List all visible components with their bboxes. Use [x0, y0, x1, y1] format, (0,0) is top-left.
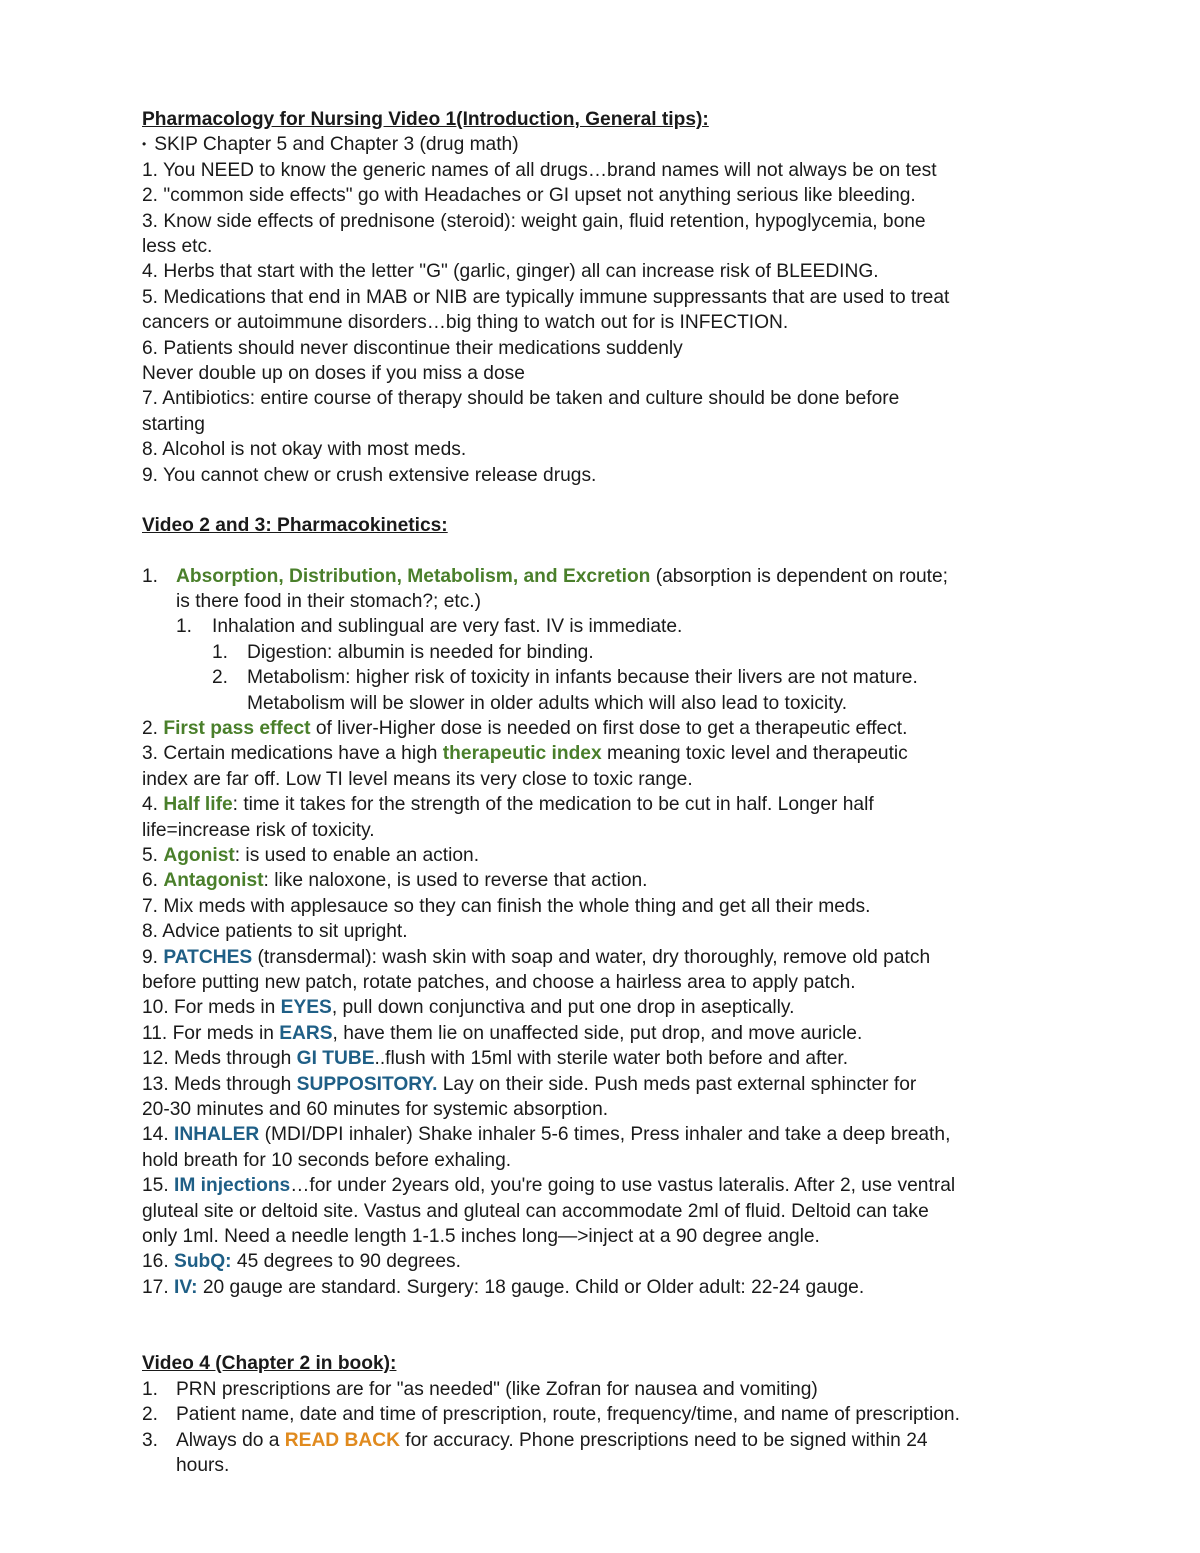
tip-5-cont: cancers or autoimmune disorders…big thing to watch out for is INFECTION. — [142, 312, 789, 334]
tip-2: 2. "common side effects" go with Headaches or GI upset not anything serious like bleeding. — [142, 185, 916, 207]
term-patches: PATCHES — [163, 946, 253, 968]
document-page — [142, 107, 1062, 1478]
tip-6: 6. Patients should never discontinue their medications suddenly — [142, 337, 683, 359]
list-item-metabolism-cont: Metabolism will be slower in older adults which will also lead to toxicity. — [247, 692, 848, 714]
kinetics-5: 5. Agonist: is used to enable an action. — [142, 844, 480, 866]
list-item-prn: 1. PRN prescriptions are for "as needed" (like Zofran for nausea and vomiting) — [142, 1378, 818, 1400]
kinetics-14-cont: hold breath for 10 seconds before exhaling. — [142, 1149, 512, 1171]
tip-3: 3. Know side effects of prednisone (steroid): weight gain, fluid retention, hypoglycemia, bone — [142, 210, 926, 232]
section-heading-video1: Pharmacology for Nursing Video 1(Introduction, General tips): — [142, 109, 709, 130]
term-iv: IV: — [174, 1276, 198, 1298]
kinetics-8: 8. Advice patients to sit upright. — [142, 921, 408, 943]
kinetics-3-cont: index are far off. Low TI level means its very close to toxic range. — [142, 768, 693, 790]
kinetics-4: 4. Half life: time it takes for the strength of the medication to be cut in half. Longer half — [142, 794, 874, 816]
kinetics-12: 12. Meds through GI TUBE..flush with 15ml with sterile water both before and after. — [142, 1048, 849, 1070]
kinetics-16: 16. SubQ: 45 degrees to 90 degrees. — [142, 1251, 461, 1273]
kinetics-13: 13. Meds through SUPPOSITORY. Lay on their side. Push meds past external sphincter for — [142, 1073, 917, 1095]
kinetics-13-cont: 20-30 minutes and 60 minutes for systemic absorption. — [142, 1099, 609, 1121]
kinetics-15: 15. IM injections…for under 2years old, you're going to use vastus lateralis. After 2, use ventral — [142, 1175, 956, 1197]
kinetics-17: 17. IV: 20 gauge are standard. Surgery: 18 gauge. Child or Older adult: 22-24 gauge. — [142, 1276, 865, 1298]
list-item-adme: 1. Absorption, Distribution, Metabolism, and Excretion (absorption is dependent on route; — [142, 565, 949, 587]
tip-9: 9. You cannot chew or crush extensive release drugs. — [142, 464, 597, 486]
kinetics-11: 11. For meds in EARS, have them lie on unaffected side, put drop, and move auricle. — [142, 1022, 863, 1044]
kinetics-9-cont: before putting new patch, rotate patches, and choose a hairless area to apply patch. — [142, 972, 856, 993]
term-read-back: READ BACK — [284, 1429, 400, 1451]
tip-3-cont: less etc. — [142, 236, 213, 258]
kinetics-6: 6. Antagonist: like naloxone, is used to reverse that action. — [142, 870, 648, 892]
term-ears: EARS — [279, 1022, 333, 1044]
tip-5: 5. Medications that end in MAB or NIB are typically immune suppressants that are used to treat — [142, 286, 950, 308]
kinetics-15-cont2: only 1ml. Need a needle length 1-1.5 inches long—>inject at a 90 degree angle. — [142, 1226, 820, 1248]
kinetics-7: 7. Mix meds with applesauce so they can finish the whole thing and get all their meds. — [142, 895, 871, 917]
tip-1: 1. You NEED to know the generic names of all drugs…brand names will not always be on test — [142, 159, 937, 181]
list-item-inhalation: 1. Inhalation and sublingual are very fast. IV is immediate. — [176, 616, 683, 638]
kinetics-14: 14. INHALER (MDI/DPI inhaler) Shake inhaler 5-6 times, Press inhaler and take a deep breath, — [142, 1124, 951, 1146]
term-antagonist: Antagonist — [163, 870, 264, 892]
tip-7: 7. Antibiotics: entire course of therapy should be taken and culture should be done before — [142, 388, 900, 410]
term-subq: SubQ: — [174, 1251, 232, 1273]
list-item-digestion: 1. Digestion: albumin is needed for binding. — [212, 641, 594, 663]
term-half-life: Half life — [163, 794, 233, 816]
kinetics-10: 10. For meds in EYES, pull down conjunctiva and put one drop in aseptically. — [142, 997, 795, 1019]
kinetics-15-cont: gluteal site or deltoid site. Vastus and gluteal can accommodate 2ml of fluid. Deltoid can take — [142, 1200, 929, 1222]
list-item-patient-name: 2. Patient name, date and time of prescription, route, frequency/time, and name of prescription. — [142, 1404, 960, 1426]
list-item-metabolism: 2. Metabolism: higher risk of toxicity in infants because their livers are not mature. — [212, 667, 918, 689]
kinetics-3: 3. Certain medications have a high therapeutic index meaning toxic level and therapeutic — [142, 743, 908, 765]
list-item-read-back: 3. Always do a READ BACK for accuracy. Phone prescriptions need to be signed within 24 — [142, 1429, 928, 1451]
term-im-injections: IM injections — [174, 1175, 291, 1197]
bullet-item: • SKIP Chapter 5 and Chapter 3 (drug math) — [142, 134, 519, 156]
section-heading-video4: Video 4 (Chapter 2 in book): — [142, 1353, 397, 1375]
term-therapeutic-index: therapeutic index — [442, 743, 602, 765]
tip-6-cont: Never double up on doses if you miss a dose — [142, 363, 525, 385]
term-first-pass: First pass effect — [163, 717, 311, 739]
term-gi-tube: GI TUBE — [296, 1048, 375, 1070]
tip-8: 8. Alcohol is not okay with most meds. — [142, 439, 467, 461]
section-heading-video2-3: Video 2 and 3: Pharmacokinetics: — [142, 515, 448, 537]
kinetics-2: 2. First pass effect of liver-Higher dose is needed on first dose to get a therapeutic effect. — [142, 717, 908, 739]
kinetics-9: 9. PATCHES (transdermal): wash skin with soap and water, dry thoroughly, remove old patch — [142, 946, 931, 968]
bullet-icon: • — [142, 137, 147, 152]
tip-7-cont: starting — [142, 413, 205, 435]
term-agonist: Agonist — [163, 844, 235, 866]
term-suppository: SUPPOSITORY. — [296, 1073, 438, 1095]
term-adme: Absorption, Distribution, Metabolism, and Excretion — [176, 565, 651, 587]
kinetics-4-cont: life=increase risk of toxicity. — [142, 819, 375, 841]
tip-4: 4. Herbs that start with the letter "G" (garlic, ginger) all can increase risk of BLEEDING. — [142, 261, 879, 283]
term-eyes: EYES — [280, 997, 332, 1019]
term-inhaler: INHALER — [174, 1124, 260, 1146]
list-item-read-back-cont: hours. — [176, 1454, 230, 1476]
list-item-adme-cont: is there food in their stomach?; etc.) — [176, 590, 482, 612]
